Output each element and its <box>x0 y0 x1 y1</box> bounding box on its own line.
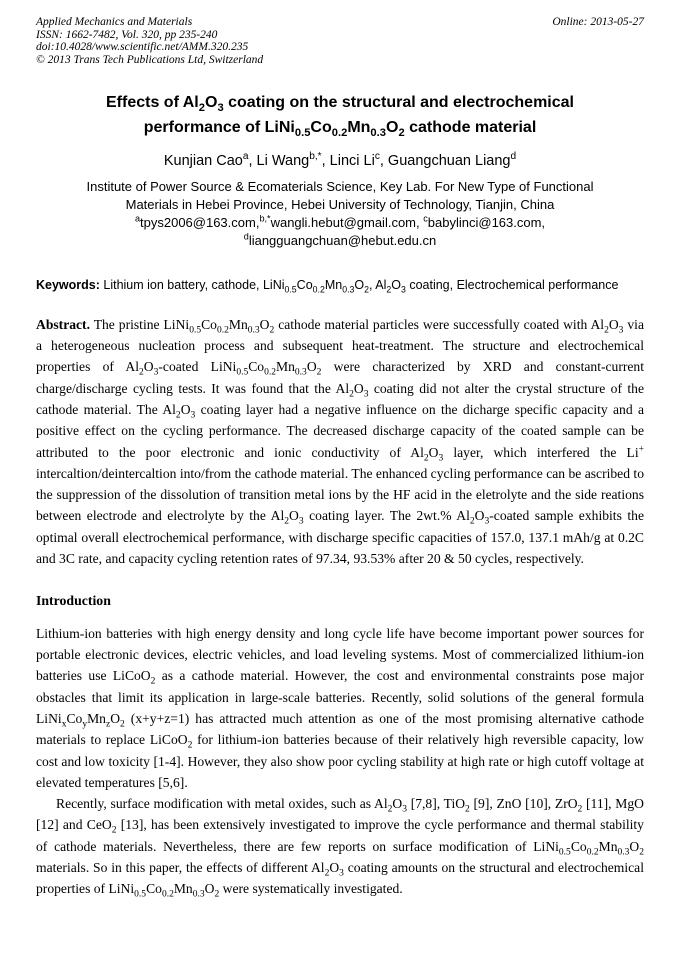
journal-title: Applied Mechanics and Materials <box>36 16 193 28</box>
authors-line: Kunjian Cao$^a$, Li Wang$^{b,*}$, Linci Li$^c$, Guangchuan Liang$^d$ <box>163 150 517 169</box>
journal-doi: doi:10.4028/www.scientific.net/AMM.320.235 <box>36 41 249 53</box>
introduction-paragraph-2: Recently, surface modification with metal oxides, such as $Al_2O_3$ [7,8], TiO$_2$ [9], ZnO [10], ZrO$_2$ [11], MgO [12] and CeO$_2$ [13], has been extensively investigated to improve the cycle performance and thermal stability of cathode materials. Nevertheless, there are few reports on surface modification of $LiNi_{0.5}Co_{0.2}Mn_{0.3}O_2$ materials. So in this paper, the effects of different $Al_2O_3$ coating amounts on the structural and electrochemical properties of $LiNi_{0.5}Co_{0.2}Mn_{0.3}O_2$ were systematically investigated. <box>36 796 644 901</box>
abstract-paragraph: Abstract. The pristine $LiNi_{0.5}Co_{0.2}Mn_{0.3}O_2$ cathode material particles were successfully coated with $Al_2O_3$ via a heterogeneous nucleation process and subsequent heat-treatment. The structure and electrochemical properties of $Al_2O_3$-coated $LiNi_{0.5}Co_{0.2}Mn_{0.3}O_2$ were characterized by XRD and constant-current charge/discharge cycling tests. It was found that the $Al_2O_3$ coating did not alter the crystal structure of the cathode material. The $Al_2O_3$ coating layer had a negative influence on the dicharge specific capacity and a positive effect on the cycling performance. The decreased discharge capacity of the coated sample can be attributed to the poor electronic and ionic conductivity of $Al_2O_3$ layer, which interfered the Li+ intercaltion/deintercaltion into/from the cathode material. The enhanced cycling performance can be ascribed to the suppression of the dissolution of transition metal ions by the HF acid in the eletrolyte and the side reations between electrode and electrolyte by the $Al_2O_3$ coating layer. The 2wt.% $Al_2O_3$-coated sample exhibits the optimal overall electrochemical performance, with discharge specific capacities of 157.0, 137.1 mAh/g at 0.2C and 3C rate, and capacity cycling retention rates of 97.34, 93.53% after 20 & 50 cycles, respectively. <box>36 316 644 566</box>
online-date: Online: 2013-05-27 <box>552 16 644 28</box>
paper-title: Effects of $Al_2O_3$ coating on the structural and electrochemical performance of $LiNi_{0.5}Co_{0.2}Mn_{0.3}O_2$ cathode material <box>106 94 574 140</box>
affiliation-block: Institute of Power Source & Ecomaterials Science, Key Lab. For New Type of Functional Materials in Hebei Province, Hebei University of Technology, Tianjin, China $^a$tpys2006@163.com,$^{b,*}$wangli.hebut@gmail.com, $^c$babylinci@163.com, $^d$liangguangchuan@hebut.edu.cn <box>86 178 594 248</box>
journal-issn-volume: ISSN: 1662-7482, Vol. 320, pp 235-240 <box>36 28 218 41</box>
journal-header <box>36 16 644 66</box>
journal-copyright: © 2013 Trans Tech Publications Ltd, Switzerland <box>36 53 264 66</box>
keywords-line: Keywords: Lithium ion battery, cathode, $LiNi_{0.5}Co_{0.2}Mn_{0.3}O_2$, $Al_2O_3$ coating, Electrochemical performance <box>36 277 619 295</box>
journal-info-block <box>36 16 263 66</box>
introduction-heading: Introduction <box>36 593 111 609</box>
introduction-paragraph-1: Lithium-ion batteries with high energy density and long cycle life have become important power sources for portable electronic devices, electric vehicles, and load leveling systems. Most of commercialized lithium-ion batteries use LiCoO$_2$ as a cathode material. However, the cost and environmental constraints pose major obstacles that limit its application in large-scale batteries. Recently, solid solutions of the general formula $LiNi_xCo_yMn_zO_2$ (x+y+z=1) has attracted much attention as one of the most promising alternative cathode materials to replace LiCoO$_2$ for lithium-ion batteries because of their relatively high reversible capacity, low cost and low toxicity [1-4]. However, they also show poor cycling stability at high rate or high cutoff voltage at elevated temperatures [5,6]. <box>36 625 644 790</box>
